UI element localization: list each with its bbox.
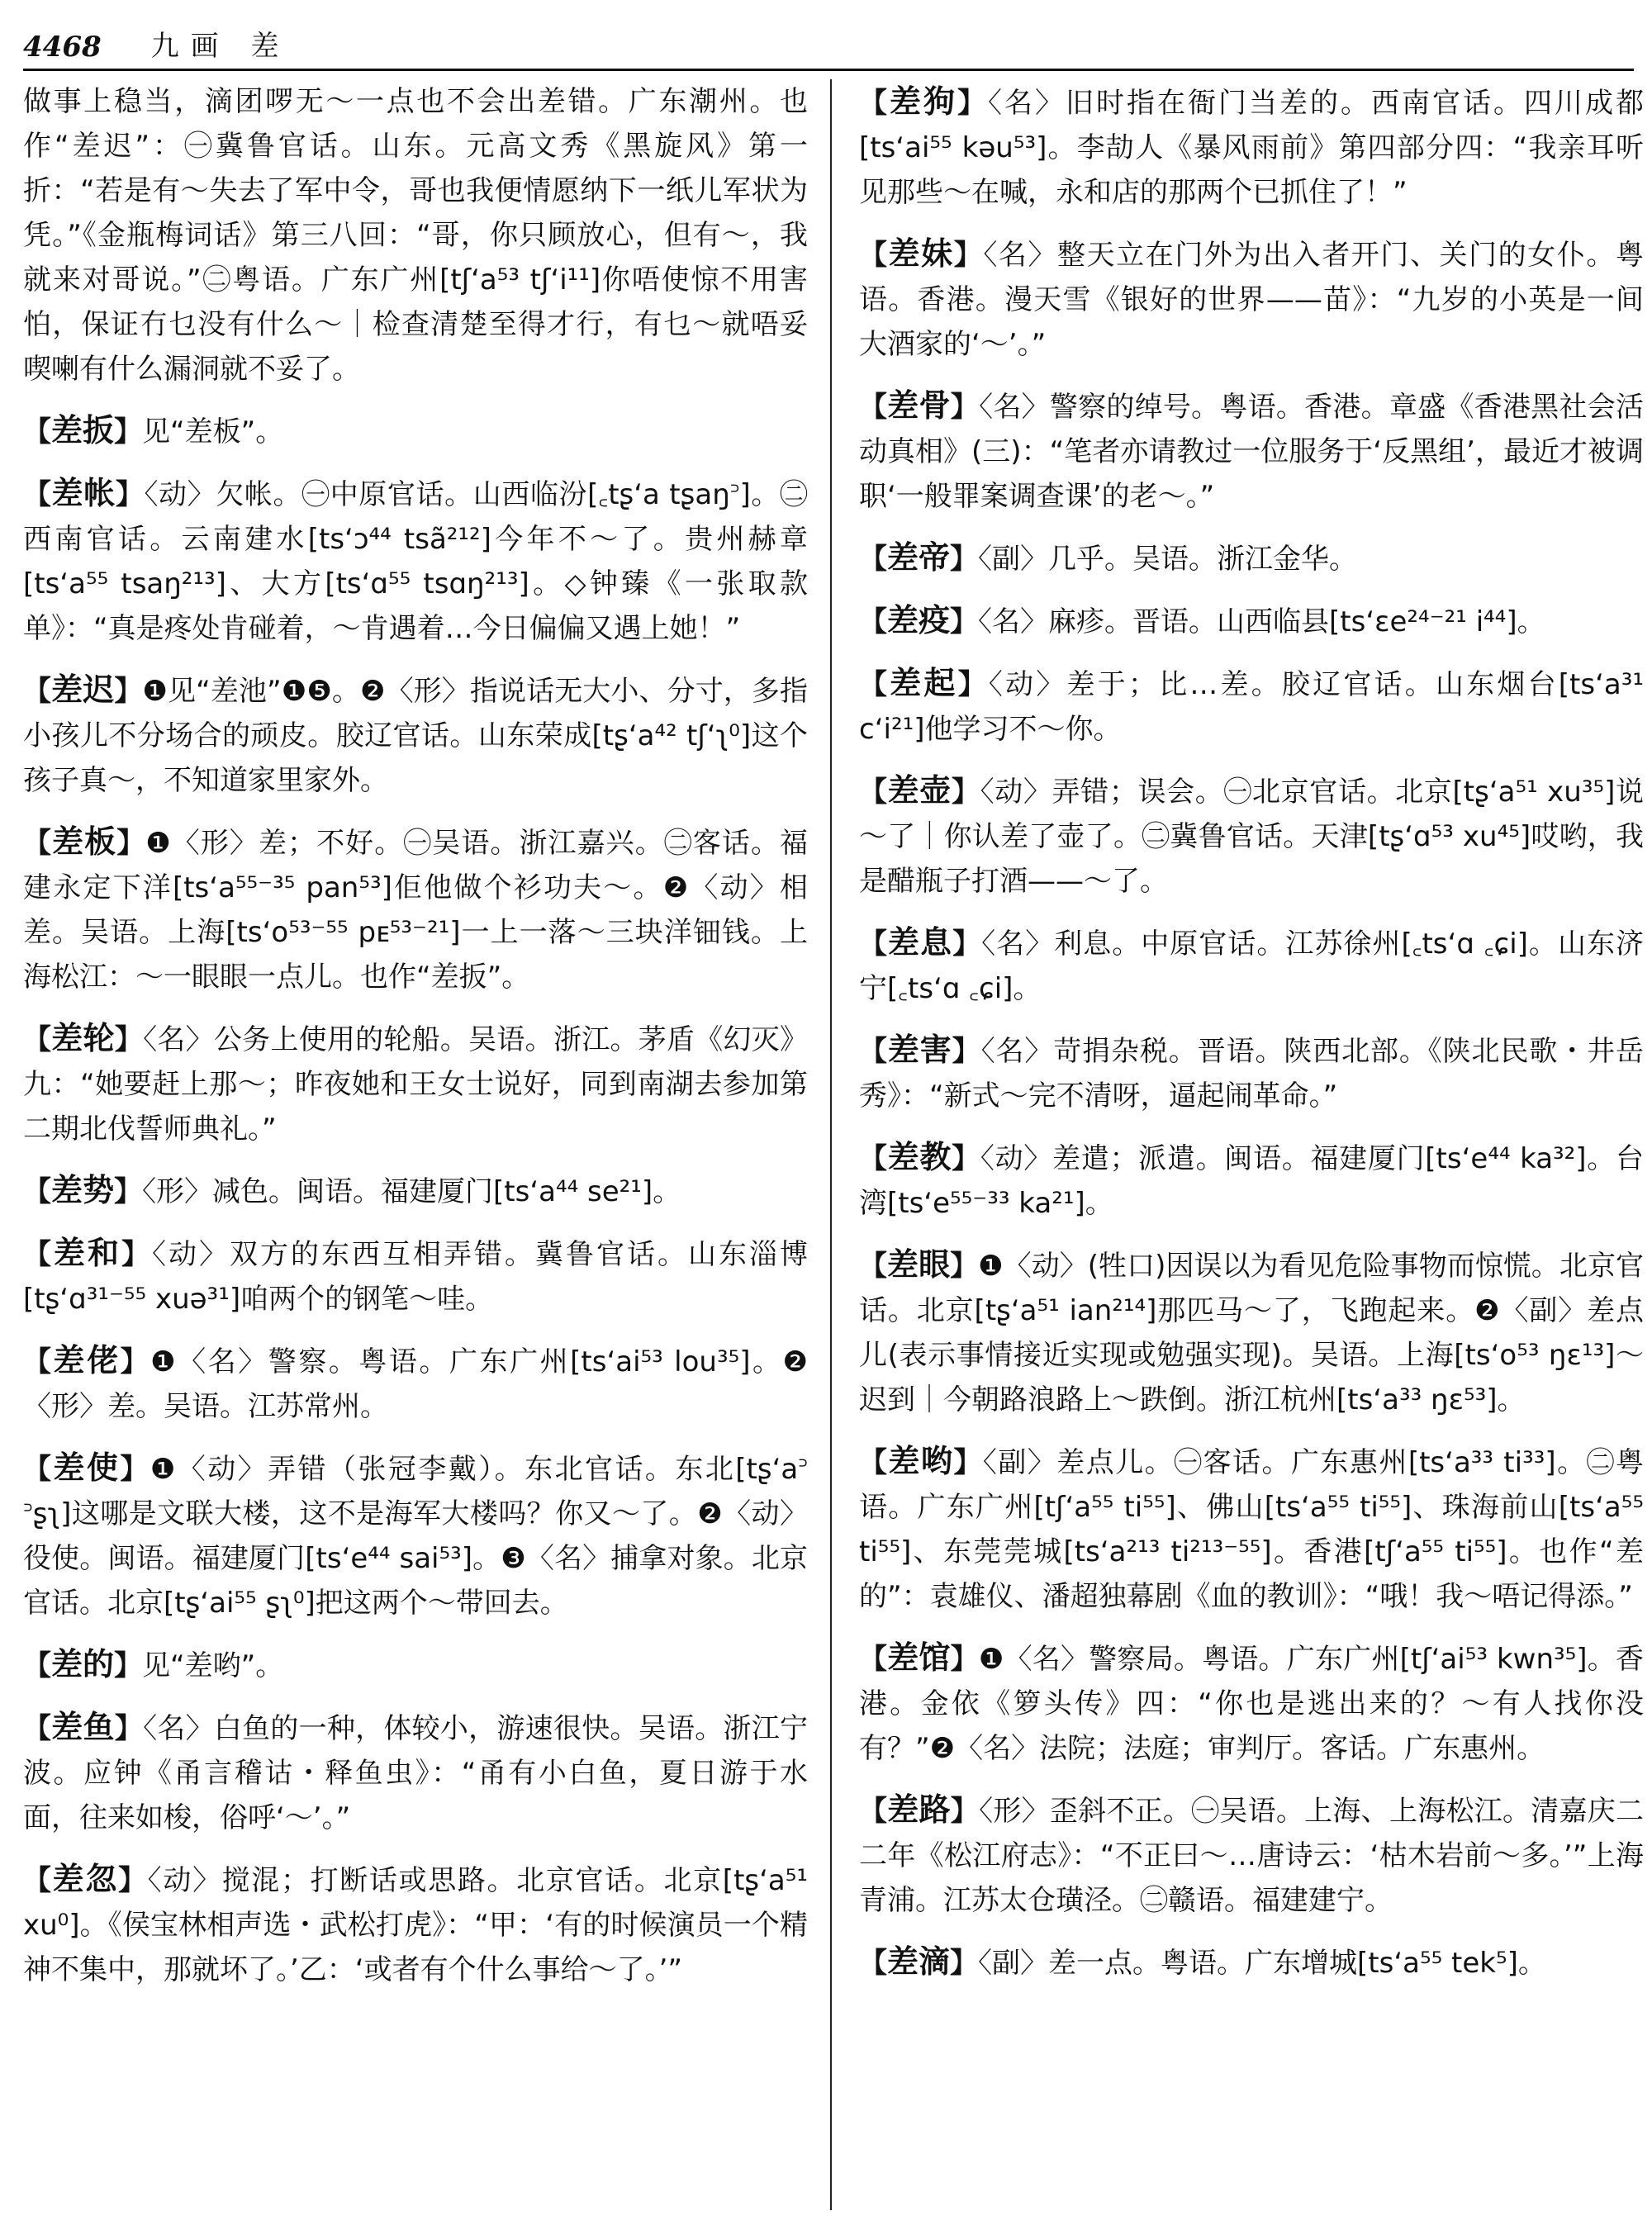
headword-bracket-open: 【	[859, 1035, 888, 1068]
dictionary-entry	[23, 1642, 808, 1688]
headword: 差使	[53, 1450, 121, 1486]
definition-text: 〈名〉白鱼的一种，体较小，游速很快。吴语。浙江宁波。应钟《甬言稽诂・释鱼虫》：“甬有小白鱼，夏日游于水面，往来如梭，俗呼‘～’。”	[23, 1712, 808, 1834]
headword-bracket-open: 【	[859, 928, 889, 961]
headword-bracket-open: 【	[23, 478, 52, 511]
definition-text: 〈名〉麻疹。晋语。山西临县[tsʻɛe²⁴⁻²¹ i⁴⁴]。	[978, 605, 1545, 638]
definition-text: ❶〈动〉(牲口)因误以为看见危险事物而惊慌。北京官话。北京[tʂʻa⁵¹ ian²¹⁴]那匹马～了，飞跑起来。❷〈副〉差点儿(表示事情接近实现或勉强实现)。吴语。上海[tsʻo⁵³ ŋɛ¹³]～迟到｜今朝路浪路上～跌倒。浙江杭州[tsʻa³³ ŋɛ⁵³]。	[859, 1250, 1644, 1416]
headword-bracket-open: 【	[859, 668, 890, 701]
headword-bracket-close: 】	[950, 1947, 979, 1980]
definition-text: 〈形〉歪斜不正。㊀吴语。上海、上海松江。清嘉庆二二年《松江府志》：“不正曰～…唐诗云：‘枯木岩前～多。’”上海青浦。江苏太仓璜泾。㊁赣语。福建建宁。	[859, 1795, 1644, 1917]
headword-bracket-close: 】	[115, 478, 145, 511]
headword: 差帐	[51, 475, 116, 511]
page-header	[23, 13, 1634, 71]
right-column	[859, 79, 1644, 2210]
definition-text: 〈动〉差遣；派遣。闽语。福建厦门[tsʻe⁴⁴ ka³²]。台湾[tsʻe⁵⁵⁻³³ ka²¹]。	[859, 1142, 1644, 1220]
headword-bracket-open: 【	[859, 543, 887, 576]
headword-bracket-close: 】	[951, 776, 980, 809]
headword: 差的	[51, 1646, 115, 1682]
headword-bracket-close: 】	[950, 1795, 980, 1828]
headword-bracket-close: 】	[957, 87, 988, 120]
headword-bracket-close: 】	[121, 1238, 152, 1271]
dictionary-entry	[859, 1439, 1644, 1619]
headword-bracket-close: 】	[114, 1649, 143, 1682]
headword: 差路	[887, 1791, 951, 1828]
dictionary-entry	[23, 1445, 808, 1625]
headword: 差哟	[888, 1443, 954, 1479]
definition-text: 〈动〉欠帐。㊀中原官话。山西临汾[꜀tʂʻa tʂaŋ꜄]。㊁西南官话。云南建水[tsʻɔ⁴⁴ tsã²¹²]今年不～了。贵州赫章[tsʻa⁵⁵ tsaŋ²¹³]、大方[tsʻɑ⁵⁵ tsɑŋ²¹³]。◇钟臻《一张取款单》：“真是疼处肯碰着，～肯遇着…今日偏偏又遇上她！”	[23, 478, 808, 645]
definition-text: 〈名〉苛捐杂税。晋语。陕西北部。《陕北民歌・井岳秀》：“新式～完不清呀，逼起闹革命。”	[859, 1035, 1644, 1113]
headword-bracket-open: 【	[859, 1643, 888, 1676]
headword-bracket-close: 】	[120, 1345, 151, 1378]
headword-bracket-open: 【	[23, 1023, 52, 1056]
definition-text: 见“差哟”。	[142, 1649, 284, 1682]
definition-text: 〈副〉几乎。吴语。浙江金华。	[978, 543, 1358, 576]
headword-bracket-open: 【	[859, 1142, 888, 1175]
headword-bracket-close: 】	[114, 415, 143, 448]
headword: 差教	[887, 1139, 952, 1175]
definition-text: 〈动〉差于；比…差。胶辽官话。山东烟台[tsʻa³¹ cʻi²¹]他学习不～你。	[859, 668, 1644, 746]
dictionary-entry	[859, 1635, 1644, 1771]
headword-bracket-open: 【	[23, 1649, 51, 1682]
definition-text: 〈形〉减色。闽语。福建厦门[tsʻa⁴⁴ se²¹]。	[142, 1175, 681, 1208]
definition-text: 做事上稳当，滴团啰无～一点也不会出差错。广东潮州。也作“差迟”：㊀冀鲁官话。山东。元高文秀《黑旋风》第一折：“若是有～失去了军中令，哥也我便情愿纳下一纸儿军状为凭。”《金瓶梅词话》第三八回：“哥，你只顾放心，但有～，我就来对哥说。”㊁粤语。广东广州[tʃʻa⁵³ tʃʻi¹¹]你唔使惊不用害怕，保证冇乜没有什么～｜检查清楚至得才行，有乜～就唔妥喫喇有什么漏洞就不妥了。	[23, 85, 808, 386]
headword-bracket-open: 【	[859, 605, 887, 638]
dictionary-entry	[859, 79, 1644, 215]
dictionary-entry	[859, 920, 1644, 1011]
headword-bracket-close: 】	[120, 1453, 150, 1486]
headword-bracket-open: 【	[23, 1712, 52, 1745]
headword-bracket-close: 】	[950, 1250, 979, 1283]
running-head: 九画 差	[150, 30, 291, 63]
definition-text: ❶〈名〉警察。粤语。广东广州[tsʻai⁵³ lou³⁵]。❷〈形〉差。吴语。江苏常州。	[23, 1345, 808, 1423]
definition-text: ❶〈名〉警察局。粤语。广东广州[tʃʻai⁵³ kwn³⁵]。香港。金依《箩头传》四：“你也是逃出来的？～有人找你没有？”❷〈名〉法院；法庭；审判厅。客话。广东惠州。	[859, 1643, 1644, 1765]
headword-bracket-open: 【	[23, 827, 53, 860]
headword-bracket-close: 】	[950, 391, 980, 424]
dictionary-entry	[859, 598, 1644, 644]
headword-bracket-open: 【	[859, 1947, 887, 1980]
left-column	[23, 79, 808, 2210]
headword-bracket-open: 【	[859, 776, 888, 809]
dictionary-entry	[23, 1857, 808, 1992]
headword-bracket-open: 【	[23, 675, 52, 708]
headword: 差骨	[887, 387, 951, 424]
headword-bracket-close: 】	[114, 675, 143, 708]
headword-bracket-close: 】	[952, 1142, 980, 1175]
headword: 差滴	[887, 1943, 951, 1980]
dictionary-entry	[859, 1242, 1644, 1422]
headword: 差忽	[52, 1861, 118, 1897]
headword: 差起	[890, 665, 958, 701]
headword: 差妹	[888, 235, 954, 272]
definition-text: 〈名〉旧时指在衙门当差的。西南官话。四川成都[tsʻai⁵⁵ kəu⁵³]。李劼人《暴风雨前》第四部分四：“我亲耳听见那些～在喊，永和店的那两个已抓住了！”	[859, 87, 1644, 209]
headword: 差狗	[890, 83, 957, 120]
headword-bracket-close: 】	[952, 928, 982, 961]
dictionary-entry	[859, 1787, 1644, 1923]
dictionary-entry	[23, 1338, 808, 1429]
dictionary-entry	[23, 1168, 808, 1214]
definition-text: 见“差板”。	[142, 415, 284, 448]
dictionary-entry	[859, 383, 1644, 519]
headword-bracket-open: 【	[23, 1238, 54, 1271]
headword-bracket-close: 】	[953, 1446, 983, 1479]
page-number: 4468	[23, 31, 102, 64]
headword-bracket-open: 【	[23, 1453, 54, 1486]
column-divider	[830, 79, 832, 2210]
definition-text: 〈名〉公务上使用的轮船。吴语。浙江。茅盾《幻灭》九：“她要赶上那～；昨夜她和王女士说好，同到南湖去参加第二期北伐誓师典礼。”	[23, 1023, 808, 1146]
headword-bracket-open: 【	[859, 239, 889, 272]
dictionary-entry	[859, 231, 1644, 367]
headword-bracket-open: 【	[23, 1175, 51, 1208]
headword-bracket-open: 【	[859, 87, 890, 120]
dictionary-entry	[23, 819, 808, 999]
dictionary-entry	[859, 768, 1644, 904]
definition-text: 〈动〉弄错；误会。㊀北京官话。北京[tʂʻa⁵¹ xu³⁵]说～了｜你认差了壶了。㊁冀鲁官话。天津[tʂʻɑ⁵³ xu⁴⁵]哎哟，我是醋瓶子打酒——～了。	[859, 776, 1644, 898]
definition-text: 〈名〉利息。中原官话。江苏徐州[꜀tsʻɑ ꜀ɕi]。山东济宁[꜀tsʻɑ ꜀ɕi]。	[859, 928, 1644, 1005]
headword-bracket-close: 】	[957, 668, 989, 701]
headword: 差扳	[51, 412, 115, 448]
headword: 差息	[888, 924, 953, 961]
headword-bracket-close: 】	[950, 1643, 979, 1676]
definition-text: 〈名〉警察的绰号。粤语。香港。章盛《香港黑社会活动真相》(三)：“笔者亦请教过一位服务于‘反黑组’，最近才被调职‘一般罪案调查课’的老～。”	[859, 391, 1644, 513]
headword-bracket-close: 】	[950, 605, 979, 638]
headword: 差帝	[887, 539, 951, 576]
dictionary-entry	[23, 667, 808, 803]
entry-continuation	[23, 79, 808, 391]
definition-text: 〈副〉差一点。粤语。广东增城[tsʻa⁵⁵ tek⁵]。	[978, 1947, 1546, 1980]
dictionary-entry	[859, 1135, 1644, 1226]
headword-bracket-close: 】	[116, 827, 146, 860]
headword: 差馆	[887, 1639, 951, 1676]
headword-bracket-close: 】	[952, 1035, 981, 1068]
headword-bracket-open: 【	[859, 1795, 888, 1828]
dictionary-entry	[23, 1231, 808, 1321]
headword: 差鱼	[51, 1709, 115, 1745]
headword-bracket-open: 【	[23, 415, 51, 448]
headword-bracket-open: 【	[859, 1446, 889, 1479]
headword: 差壶	[887, 772, 952, 809]
headword: 差疫	[887, 602, 951, 638]
dictionary-entry	[859, 1939, 1644, 1986]
dictionary-entry	[859, 661, 1644, 752]
definition-text: ❶〈动〉弄错（张冠李戴）。东北官话。东北[tʂʻa꜄ ꜄ʂʅ]这哪是文联大楼，这不是海军大楼吗？你又～了。❷〈动〉役使。闽语。福建厦门[tsʻe⁴⁴ sai⁵³]。❸〈名〉捕拿对象。北京官话。北京[tʂʻai⁵⁵ ʂʅ⁰]把这两个～带回去。	[23, 1453, 808, 1620]
headword-bracket-close: 】	[953, 239, 984, 272]
headword-bracket-close: 】	[950, 543, 979, 576]
headword: 差轮	[51, 1020, 115, 1056]
headword: 差眼	[887, 1246, 951, 1283]
dictionary-entry	[859, 1027, 1644, 1118]
dictionary-entry	[23, 1705, 808, 1840]
definition-text: ❶见“差池”❶❺。❷〈形〉指说话无大小、分寸，多指小孩儿不分场合的顽皮。胶辽官话。山东荣成[tʂʻa⁴² tʃʻʅ⁰]这个孩子真～，不知道家里家外。	[23, 675, 808, 797]
definition-text: 〈动〉双方的东西互相弄错。冀鲁官话。山东淄博[tʂʻɑ³¹⁻⁵⁵ xuə³¹]咱两个的钢笔～哇。	[23, 1238, 808, 1316]
definition-text: 〈副〉差点儿。㊀客话。广东惠州[tsʻa³³ ti³³]。㊁粤语。广东广州[tʃʻa⁵⁵ ti⁵⁵]、佛山[tsʻa⁵⁵ ti⁵⁵]、珠海前山[tsʻa⁵⁵ ti⁵⁵]、东莞莞城[tsʻa²¹³ ti²¹³⁻⁵⁵]。香港[tʃʻa⁵⁵ ti⁵⁵]。也作“差的”：袁雄仪、潘超独幕剧《血的教训》：“哦！我～唔记得添。”	[859, 1446, 1644, 1613]
definition-text: 〈名〉整天立在门外为出入者开门、关门的女仆。粤语。香港。漫天雪《银好的世界——苗》：“九岁的小英是一间大酒家的‘～’。”	[859, 239, 1644, 361]
dictionary-entry	[23, 408, 808, 454]
dictionary-entry	[859, 535, 1644, 581]
definition-text: ❶〈形〉差；不好。㊀吴语。浙江嘉兴。㊁客话。福建永定下洋[tsʻa⁵⁵⁻³⁵ pan⁵³]佢他做个衫功夫～。❷〈动〉相差。吴语。上海[tsʻo⁵³⁻⁵⁵ pᴇ⁵³⁻²¹]一上一落～三块洋钿钱。上海松江：～一眼眼一点儿。也作“差扳”。	[23, 827, 808, 994]
headword: 差迟	[51, 671, 115, 708]
headword-bracket-close: 】	[118, 1864, 148, 1897]
headword-bracket-open: 【	[859, 1250, 888, 1283]
headword-bracket-close: 】	[114, 1023, 144, 1056]
headword-bracket-close: 】	[114, 1712, 144, 1745]
headword: 差佬	[53, 1342, 121, 1378]
headword-bracket-open: 【	[23, 1345, 54, 1378]
dictionary-entry	[23, 471, 808, 651]
headword: 差和	[54, 1235, 121, 1271]
headword-bracket-open: 【	[859, 391, 888, 424]
headword-bracket-close: 】	[114, 1175, 143, 1208]
headword: 差害	[887, 1032, 952, 1068]
headword: 差板	[52, 823, 117, 860]
headword: 差势	[51, 1172, 115, 1208]
definition-text: 〈动〉搅混；打断话或思路。北京官话。北京[tʂʻa⁵¹ xu⁰]。《侯宝林相声选・武松打虎》：“甲：‘有的时候演员一个精神不集中，那就坏了。’乙：‘或者有个什么事给～了。’”	[23, 1864, 808, 1986]
headword-bracket-open: 【	[23, 1864, 53, 1897]
dictionary-entry	[23, 1016, 808, 1151]
